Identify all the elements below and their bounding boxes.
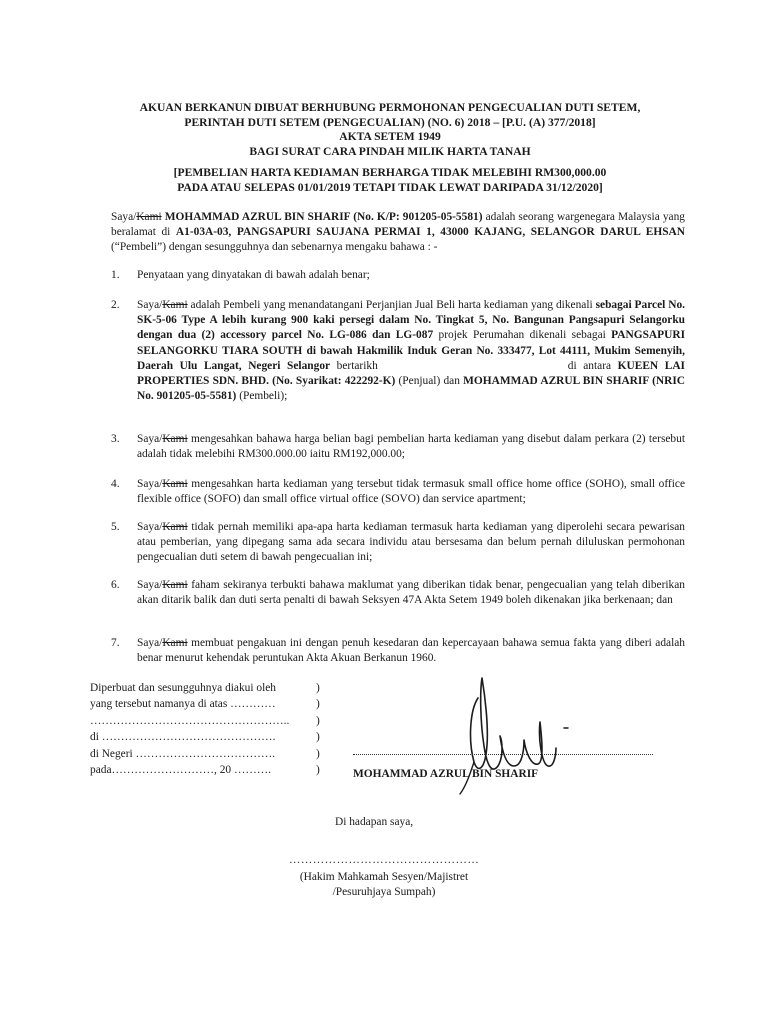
document-heading [90,101,690,159]
witness-signature-line: ………………………………………… [289,854,480,866]
clause-4-text: mengesahkan harta kediaman yang tersebut tidak termasuk small office home office (SOHO), small office flexible office (SOFO) dan small office virtual office (SOVO) dan service apartment; [137,478,685,506]
clause-2-text-6: (Pembeli); [236,390,288,403]
saya-label: Saya/ [137,478,163,490]
bracket-mark: ) [316,763,320,776]
declarant-address: A1-03A-03, PANGSAPURI SAUJANA PERMAI 1, 43000 KAJANG, SELANGOR DARUL EHSAN [175,226,685,239]
declaration-row [90,762,330,778]
clause-number: 1. [111,269,120,281]
heading-line-3: AKTA SETEM 1949 [339,130,441,144]
clause-3-text: mengesahkan bahawa harga belian bagi pembelian harta kediaman yang disebut dalam perkara (2) tersebut adalah tidak melebihi RM300.000.00 iaitu RM192,000.00; [137,433,685,461]
declaration-row [90,746,330,762]
document-subheading [90,166,690,195]
heading-line-1: AKUAN BERKANUN DIBUAT BERHUBUNG PERMOHONAN PENGECUALIAN DUTI SETEM, [139,101,641,114]
clause-text [137,578,685,608]
clause-text [137,298,685,404]
kami-struck-label: Kami [136,211,162,223]
heading-line-4: BAGI SURAT CARA PINDAH MILIK HARTA TANAH [249,144,531,158]
declaration-row [90,729,330,745]
heading-line-2: PERINTAH DUTI SETEM (PENGECUALIAN) (NO. 6) 2018 – [P.U. (A) 377/2018] [184,115,596,129]
declaration-row [90,680,330,696]
parcel-description: sebagai Parcel No. SK-5-06 Type A lebih kurang 900 kaki persegi dalam No. Tingkat 5, No. Bangunan Pangsapuri Selangorku dengan dua (2) accessory parcel No. LG-086 dan LG-087 [137,299,685,342]
clause-5-text: tidak pernah memiliki apa-apa harta kediaman termasuk harta kediaman yang diperolehi secara pewarisan atau pemberian, yang dipegang sama ada secara individu atau bersesama dan belum pernah diluluskan permohonan pengecualian duti setem di bawah pengecualian ini; [137,521,685,564]
declaration-row [90,713,330,729]
kami-struck-label: Kami [162,433,188,445]
witness-before-label: Di hadapan saya, [335,816,414,828]
clause-text [137,636,685,666]
clause-number: 3. [111,433,120,445]
witness-title [284,870,484,900]
declaration-block [90,680,330,778]
saya-label: Saya/ [111,211,137,223]
signatory-name: MOHAMMAD AZRUL BIN SHARIF [353,768,539,780]
declaration-line-3: …………………………………………….. [90,714,290,727]
clause-2-text-2: projek Perumahan dikenali sebagai [433,329,612,342]
clause-2-text-5: (Penjual) dan [395,375,464,388]
seller-name: KUEEN LAI PROPERTIES SDN. BHD. (No. Syarikat: 422292-K) [137,359,685,388]
kami-struck-label: Kami [162,478,188,490]
subheading-line-2: PADA ATAU SELEPAS 01/01/2019 TETAPI TIDAK LEWAT DARIPADA 31/12/2020] [177,180,603,194]
kami-struck-label: Kami [162,579,188,591]
bracket-mark: ) [316,747,320,760]
clause-number: 5. [111,521,120,533]
declaration-line-6: pada………………………, 20 ………. [90,763,271,776]
saya-label: Saya/ [137,579,163,591]
declaration-line-2: yang tersebut namanya di atas ………… [90,698,276,711]
kami-struck-label: Kami [162,299,188,311]
clause-2-bertarikh: bertarikh [330,359,378,372]
bracket-mark: ) [316,682,320,694]
declaration-line-4: di ………………………………………. [90,731,276,744]
declarant-name-ic: MOHAMMAD AZRUL BIN SHARIF (No. K/P: 901205-05-5581) [164,211,483,223]
clause-6-text: faham sekiranya terbukti bahawa maklumat yang diberikan tidak benar, pengecualian yang telah diberikan akan ditarik balik dan duti serta penalti di bawah Seksyen 47A Akta Setem 1949 boleh dikenakan jika berkenaan; dan [137,579,685,607]
clause-2-text-4: di antara [567,359,618,372]
saya-label: Saya/ [137,299,163,311]
clause-text [137,477,685,507]
kami-struck-label: Kami [162,637,188,649]
clause-2-text-1: adalah Pembeli yang menandatangani Perjanjian Jual Beli harta kediaman yang dikenali [187,299,596,311]
clause-7-text: membuat pengakuan ini dengan penuh kesedaran dan kepercayaan bahawa semua fakta yang diberi adalah benar menurut kehendak peruntukan Akta Akuan Berkanun 1960. [137,637,685,665]
saya-label: Saya/ [137,521,163,533]
signature-dotted-line [353,753,653,755]
declaration-line-5: di Negeri ………………………………. [90,747,276,760]
buyer-name: MOHAMMAD AZRUL BIN SHARIF (NRIC No. 901205-05-5581) [137,375,685,403]
declaration-row [90,696,330,712]
clause-number: 7. [111,637,120,649]
saya-label: Saya/ [137,637,163,649]
saya-label: Saya/ [137,433,163,445]
clause-number: 4. [111,478,120,490]
clause-text [137,432,685,462]
intro-paragraph [111,210,685,256]
bracket-mark: ) [316,698,320,711]
witness-title-line-2: /Pesuruhjaya Sumpah) [332,886,436,899]
clause-text [137,520,685,566]
project-title-description: PANGSAPURI SELANGORKU TIARA SOUTH di bawah Hakmilik Induk Geran No. 333477, Lot 44111, Mukim Semenyih, Daerah Ulu Langat, Negeri Selangor [137,329,685,372]
intro-text-2: (“Pembeli”) dengan sesungguhnya dan sebenarnya mengaku bahawa : - [111,241,438,254]
declaration-line-1: Diperbuat dan sesungguhnya diakui oleh [90,682,277,694]
clause-number: 2. [111,299,120,311]
clause-text: Penyataan yang dinyatakan di bawah adalah benar; [137,269,370,281]
intro-text-1: adalah seorang wargenegara Malaysia yang beralamat di [111,211,686,239]
bracket-mark: ) [316,731,320,744]
clause-number: 6. [111,579,120,591]
subheading-line-1: [PEMBELIAN HARTA KEDIAMAN BERHARGA TIDAK MELEBIHI RM300,000.00 [173,166,607,179]
kami-struck-label: Kami [162,521,188,533]
bracket-mark: ) [316,714,320,727]
witness-title-line-1: (Hakim Mahkamah Sesyen/Majistret [299,871,469,883]
